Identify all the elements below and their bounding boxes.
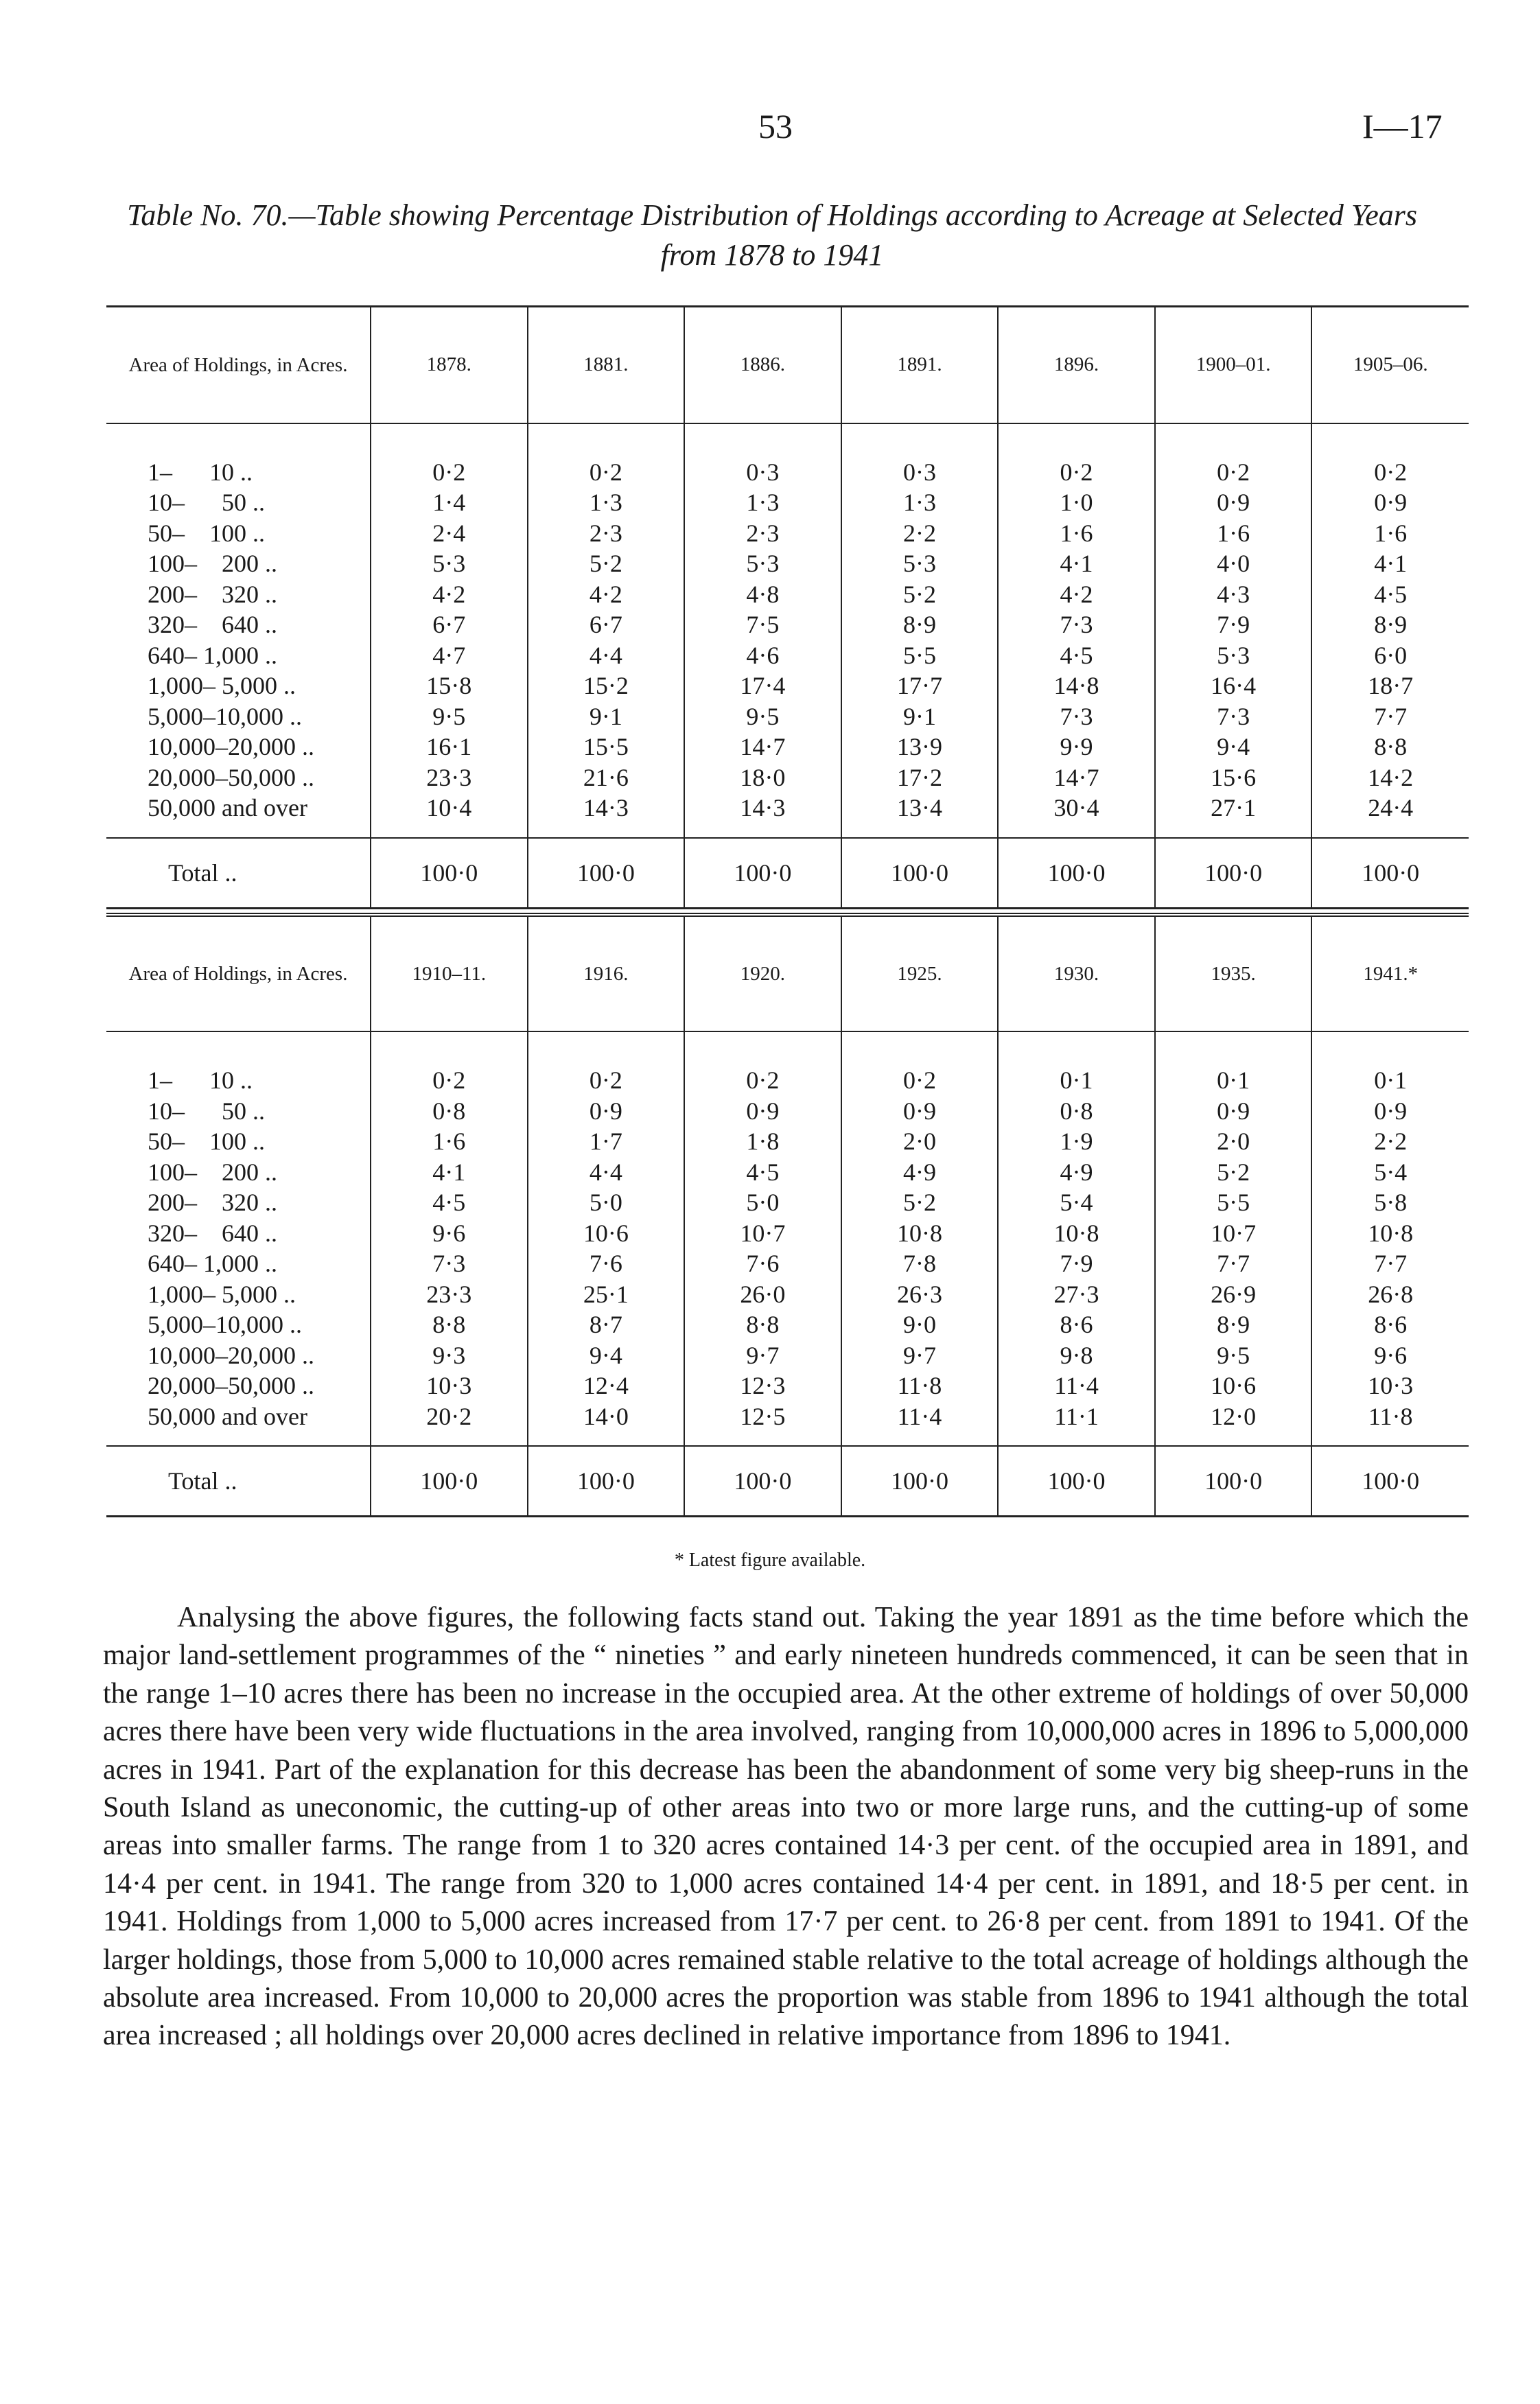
percentage-cell: 8·8 <box>371 1309 528 1340</box>
percentage-cell: 10·7 <box>1155 1218 1312 1249</box>
percentage-cell: 4·5 <box>998 640 1155 671</box>
percentage-cell: 9·9 <box>998 732 1155 762</box>
percentage-cell: 4·1 <box>371 1157 528 1188</box>
percentage-cell: 7·9 <box>998 1248 1155 1279</box>
year-header: 1941.* <box>1311 915 1469 1031</box>
area-range-label: 1– 10 .. <box>148 1066 253 1094</box>
total-cell: 100·0 <box>998 838 1155 909</box>
percentage-cell: 8·7 <box>528 1309 685 1340</box>
area-range-label: 200– 320 .. <box>148 1189 277 1216</box>
percentage-cell: 6·7 <box>371 609 528 640</box>
percentage-cell: 7·3 <box>1155 701 1312 732</box>
percentage-cell: 7·3 <box>998 701 1155 732</box>
percentage-cell: 9·5 <box>1155 1340 1312 1371</box>
percentage-cell: 9·7 <box>684 1340 841 1371</box>
percentage-cell: 9·7 <box>841 1340 999 1371</box>
percentage-cell: 14·3 <box>684 793 841 838</box>
percentage-cell: 14·7 <box>998 762 1155 793</box>
percentage-cell: 1·8 <box>684 1126 841 1157</box>
percentage-cell: 5·3 <box>1155 640 1312 671</box>
table-row <box>106 1126 1469 1157</box>
percentage-cell: 27·3 <box>998 1279 1155 1310</box>
percentage-cell: 4·8 <box>684 579 841 610</box>
percentage-cell: 11·8 <box>841 1370 999 1401</box>
percentage-cell: 4·2 <box>371 579 528 610</box>
percentage-cell: 0·3 <box>684 423 841 488</box>
total-row <box>106 838 1469 909</box>
total-cell: 100·0 <box>841 1446 999 1517</box>
percentage-cell: 12·3 <box>684 1370 841 1401</box>
area-range-label: 200– 320 .. <box>148 580 277 608</box>
percentage-cell: 0·8 <box>371 1096 528 1127</box>
percentage-cell: 7·8 <box>841 1248 999 1279</box>
percentage-cell: 10·7 <box>684 1218 841 1249</box>
area-range-label: 320– 640 .. <box>148 611 277 638</box>
area-range-label: 5,000–10,000 .. <box>148 702 302 730</box>
area-range-label: 10– 50 .. <box>148 489 265 516</box>
table-header-row <box>106 307 1469 423</box>
area-range-label: 50,000 and over <box>148 794 307 821</box>
percentage-cell: 5·3 <box>841 548 999 579</box>
table-row <box>106 1218 1469 1249</box>
table-row <box>106 518 1469 549</box>
area-range-label: 100– 200 .. <box>148 550 277 577</box>
percentage-cell: 11·4 <box>998 1370 1155 1401</box>
analysis-paragraph-block <box>103 1599 1469 2055</box>
percentage-cell: 30·4 <box>998 793 1155 838</box>
page-reference: I—17 <box>1362 107 1443 145</box>
percentage-cell: 8·6 <box>998 1309 1155 1340</box>
percentage-cell: 5·3 <box>684 548 841 579</box>
area-range-label: 640– 1,000 .. <box>148 1250 277 1277</box>
total-row <box>106 1446 1469 1517</box>
percentage-cell: 5·0 <box>684 1187 841 1218</box>
area-range-label: 1,000– 5,000 .. <box>148 1280 296 1308</box>
year-header: 1886. <box>684 307 841 423</box>
percentage-cell: 5·2 <box>841 1187 999 1218</box>
percentage-cell: 9·8 <box>998 1340 1155 1371</box>
area-range-label: 20,000–50,000 .. <box>148 1372 314 1399</box>
percentage-cell: 5·2 <box>528 548 685 579</box>
percentage-cell: 10·6 <box>528 1218 685 1249</box>
total-cell: 100·0 <box>1155 1446 1312 1517</box>
percentage-cell: 0·2 <box>1311 423 1469 488</box>
percentage-cell: 9·1 <box>841 701 999 732</box>
percentage-cell: 14·0 <box>528 1401 685 1447</box>
table-row <box>106 609 1469 640</box>
percentage-cell: 1·6 <box>1311 518 1469 549</box>
percentage-cell: 7·6 <box>528 1248 685 1279</box>
table-row <box>106 1309 1469 1340</box>
total-cell: 100·0 <box>371 838 528 909</box>
area-range-label: 5,000–10,000 .. <box>148 1311 302 1338</box>
percentage-cell: 13·4 <box>841 793 999 838</box>
percentage-cell: 4·2 <box>528 579 685 610</box>
total-cell: 100·0 <box>684 838 841 909</box>
percentage-cell: 8·9 <box>1155 1309 1312 1340</box>
percentage-cell: 1·6 <box>371 1126 528 1157</box>
table-row <box>106 1157 1469 1188</box>
percentage-cell: 0·9 <box>1311 1096 1469 1127</box>
percentage-cell: 15·2 <box>528 670 685 701</box>
percentage-cell: 1·0 <box>998 487 1155 518</box>
percentage-cell: 0·9 <box>1155 487 1312 518</box>
percentage-cell: 2·2 <box>1311 1126 1469 1157</box>
percentage-cell: 15·6 <box>1155 762 1312 793</box>
percentage-cell: 5·4 <box>1311 1157 1469 1188</box>
percentage-cell: 7·6 <box>684 1248 841 1279</box>
percentage-cell: 5·8 <box>1311 1187 1469 1218</box>
percentage-cell: 0·1 <box>998 1031 1155 1096</box>
percentage-cell: 7·5 <box>684 609 841 640</box>
percentage-cell: 14·7 <box>684 732 841 762</box>
percentage-cell: 7·7 <box>1311 701 1469 732</box>
percentage-cell: 11·4 <box>841 1401 999 1447</box>
area-range-label: 100– 200 .. <box>148 1158 277 1186</box>
percentage-cell: 15·5 <box>528 732 685 762</box>
table-row <box>106 1401 1469 1447</box>
table-footnote: * Latest figure available. <box>674 1550 866 1571</box>
percentage-cell: 0·9 <box>841 1096 999 1127</box>
table-row <box>106 640 1469 671</box>
percentage-cell: 9·6 <box>371 1218 528 1249</box>
percentage-cell: 20·2 <box>371 1401 528 1447</box>
table-row <box>106 1279 1469 1310</box>
percentage-cell: 4·4 <box>528 1157 685 1188</box>
total-cell: 100·0 <box>841 838 999 909</box>
table-row <box>106 1340 1469 1371</box>
percentage-cell: 1·3 <box>841 487 999 518</box>
percentage-cell: 16·1 <box>371 732 528 762</box>
percentage-cell: 0·2 <box>998 423 1155 488</box>
percentage-cell: 0·2 <box>1155 423 1312 488</box>
percentage-cell: 1·6 <box>1155 518 1312 549</box>
percentage-cell: 1·6 <box>998 518 1155 549</box>
area-range-label: 1,000– 5,000 .. <box>148 672 296 699</box>
percentage-cell: 0·9 <box>1155 1096 1312 1127</box>
percentage-cell: 4·5 <box>684 1157 841 1188</box>
percentage-cell: 4·1 <box>1311 548 1469 579</box>
percentage-cell: 0·2 <box>684 1031 841 1096</box>
total-label: Total .. <box>106 1446 371 1517</box>
percentage-cell: 10·3 <box>371 1370 528 1401</box>
percentage-cell: 7·3 <box>998 609 1155 640</box>
percentage-cell: 8·9 <box>841 609 999 640</box>
percentage-cell: 4·9 <box>998 1157 1155 1188</box>
percentage-cell: 4·2 <box>998 579 1155 610</box>
percentage-cell: 1·3 <box>684 487 841 518</box>
percentage-cell: 0·2 <box>841 1031 999 1096</box>
percentage-cell: 12·0 <box>1155 1401 1312 1447</box>
area-range-label: 640– 1,000 .. <box>148 641 277 669</box>
percentage-cell: 27·1 <box>1155 793 1312 838</box>
year-header: 1881. <box>528 307 685 423</box>
percentage-cell: 26·9 <box>1155 1279 1312 1310</box>
table-row <box>106 762 1469 793</box>
table-header-row <box>106 915 1469 1031</box>
percentage-cell: 0·2 <box>528 423 685 488</box>
percentage-cell: 1·4 <box>371 487 528 518</box>
percentage-cell: 14·2 <box>1311 762 1469 793</box>
percentage-cell: 9·0 <box>841 1309 999 1340</box>
percentage-cell: 5·5 <box>841 640 999 671</box>
table-row <box>106 1370 1469 1401</box>
area-range-label: 10,000–20,000 .. <box>148 1341 314 1369</box>
percentage-cell: 23·3 <box>371 1279 528 1310</box>
table-row <box>106 1248 1469 1279</box>
percentage-cell: 11·1 <box>998 1401 1155 1447</box>
percentage-cell: 17·7 <box>841 670 999 701</box>
year-header: 1920. <box>684 915 841 1031</box>
year-header: 1910–11. <box>371 915 528 1031</box>
percentage-cell: 4·7 <box>371 640 528 671</box>
area-column-header: Area of Holdings, in Acres. <box>106 915 371 1031</box>
percentage-cell: 7·3 <box>371 1248 528 1279</box>
percentage-cell: 5·5 <box>1155 1187 1312 1218</box>
percentage-cell: 0·2 <box>371 1031 528 1096</box>
year-header: 1891. <box>841 307 999 423</box>
percentage-cell: 21·6 <box>528 762 685 793</box>
percentage-cell: 0·2 <box>528 1031 685 1096</box>
percentage-cell: 4·5 <box>1311 579 1469 610</box>
percentage-cell: 4·1 <box>998 548 1155 579</box>
percentage-cell: 4·6 <box>684 640 841 671</box>
percentage-cell: 4·4 <box>528 640 685 671</box>
percentage-cell: 8·8 <box>1311 732 1469 762</box>
percentage-cell: 8·9 <box>1311 609 1469 640</box>
percentage-cell: 2·4 <box>371 518 528 549</box>
percentage-cell: 18·7 <box>1311 670 1469 701</box>
percentage-cell: 1·9 <box>998 1126 1155 1157</box>
percentage-cell: 7·9 <box>1155 609 1312 640</box>
percentage-cell: 11·8 <box>1311 1401 1469 1447</box>
percentage-cell: 17·2 <box>841 762 999 793</box>
table-row <box>106 548 1469 579</box>
percentage-cell: 2·3 <box>684 518 841 549</box>
total-cell: 100·0 <box>1311 1446 1469 1517</box>
percentage-cell: 6·7 <box>528 609 685 640</box>
analysis-paragraph: Analysing the above figures, the following facts stand out. Taking the year 1891 as the time before which the major land-settlement programmes of the “ nineties ” and early nineteen hundreds commenced, it can be seen that in the range 1–10 acres there has been no increase in the occupied area. At the other extreme of holdings of over 50,000 acres there have been very wide fluctuations in the area involved, ranging from 10,000,000 acres in 1896 to 5,000,000 acres in 1941. Part of the explanation for this decrease has been the abandonment of some very big sheep-runs in the South Island as uneconomic, the cutting-up of other areas into two or more large runs, and the cutting-up of some areas into smaller farms. The range from 1 to 320 acres contained 14·3 per cent. of the occupied area in 1891, and 14·4 per cent. in 1941. The range from 320 to 1,000 acres contained 14·4 per cent. in 1891, and 18·5 per cent. in 1941. Holdings from 1,000 to 5,000 acres increased from 17·7 per cent. to 26·8 per cent. from 1891 to 1941. Of the larger holdings, those from 5,000 to 10,000 acres remained stable relative to the total acreage of holdings although the absolute area increased. From 10,000 to 20,000 acres the proportion was stable from 1896 to 1941 although the total area increased ; all holdings over 20,000 acres declined in relative importance from 1896 to 1941. <box>103 1602 1469 2052</box>
percentage-cell: 1·7 <box>528 1126 685 1157</box>
percentage-cell: 25·1 <box>528 1279 685 1310</box>
table-row <box>106 1096 1469 1127</box>
percentage-cell: 9·4 <box>528 1340 685 1371</box>
total-label: Total .. <box>106 838 371 909</box>
percentage-cell: 7·7 <box>1155 1248 1312 1279</box>
percentage-cell: 8·8 <box>684 1309 841 1340</box>
percentage-cell: 12·5 <box>684 1401 841 1447</box>
year-header: 1878. <box>371 307 528 423</box>
page-number: 53 <box>758 107 793 145</box>
percentage-cell: 9·6 <box>1311 1340 1469 1371</box>
percentage-cell: 10·8 <box>841 1218 999 1249</box>
percentage-cell: 16·4 <box>1155 670 1312 701</box>
percentage-cell: 0·8 <box>998 1096 1155 1127</box>
table-row <box>106 487 1469 518</box>
percentage-cell: 5·4 <box>998 1187 1155 1218</box>
year-header: 1916. <box>528 915 685 1031</box>
holdings-table-1878-1906 <box>106 305 1469 909</box>
percentage-cell: 7·7 <box>1311 1248 1469 1279</box>
total-cell: 100·0 <box>684 1446 841 1517</box>
year-header: 1900–01. <box>1155 307 1312 423</box>
percentage-cell: 1·3 <box>528 487 685 518</box>
table-row <box>106 1031 1469 1096</box>
percentage-cell: 9·5 <box>371 701 528 732</box>
percentage-cell: 12·4 <box>528 1370 685 1401</box>
percentage-cell: 26·8 <box>1311 1279 1469 1310</box>
percentage-cell: 2·0 <box>841 1126 999 1157</box>
percentage-cell: 10·6 <box>1155 1370 1312 1401</box>
percentage-cell: 0·9 <box>684 1096 841 1127</box>
percentage-cell: 4·3 <box>1155 579 1312 610</box>
area-range-label: 320– 640 .. <box>148 1219 277 1247</box>
percentage-cell: 5·0 <box>528 1187 685 1218</box>
percentage-cell: 8·6 <box>1311 1309 1469 1340</box>
percentage-cell: 26·0 <box>684 1279 841 1310</box>
year-header: 1935. <box>1155 915 1312 1031</box>
year-header: 1930. <box>998 915 1155 1031</box>
area-range-label: 50,000 and over <box>148 1402 307 1430</box>
area-range-label: 1– 10 .. <box>148 458 253 486</box>
table-row <box>106 579 1469 610</box>
total-cell: 100·0 <box>528 838 685 909</box>
percentage-cell: 4·0 <box>1155 548 1312 579</box>
year-header: 1925. <box>841 915 999 1031</box>
year-header: 1896. <box>998 307 1155 423</box>
table-caption: Table No. 70.—Table showing Percentage Distribution of Holdings according to Acreage at Selected Years from 1878 to 1941 <box>126 198 1418 272</box>
table-row <box>106 1187 1469 1218</box>
percentage-cell: 9·3 <box>371 1340 528 1371</box>
percentage-cell: 10·8 <box>998 1218 1155 1249</box>
percentage-cell: 18·0 <box>684 762 841 793</box>
percentage-cell: 0·1 <box>1155 1031 1312 1096</box>
percentage-cell: 15·8 <box>371 670 528 701</box>
percentage-cell: 2·3 <box>528 518 685 549</box>
year-header: 1905–06. <box>1311 307 1469 423</box>
percentage-cell: 14·3 <box>528 793 685 838</box>
area-range-label: 10– 50 .. <box>148 1097 265 1125</box>
percentage-cell: 10·3 <box>1311 1370 1469 1401</box>
percentage-cell: 24·4 <box>1311 793 1469 838</box>
percentage-cell: 9·1 <box>528 701 685 732</box>
table-row <box>106 670 1469 701</box>
holdings-table-1910-1941 <box>106 913 1469 1517</box>
area-column-header: Area of Holdings, in Acres. <box>106 307 371 423</box>
percentage-cell: 10·8 <box>1311 1218 1469 1249</box>
percentage-cell: 0·9 <box>528 1096 685 1127</box>
percentage-cell: 0·3 <box>841 423 999 488</box>
total-cell: 100·0 <box>1311 838 1469 909</box>
table-row <box>106 793 1469 838</box>
percentage-cell: 5·3 <box>371 548 528 579</box>
percentage-cell: 5·2 <box>841 579 999 610</box>
percentage-cell: 0·9 <box>1311 487 1469 518</box>
percentage-cell: 0·2 <box>371 423 528 488</box>
percentage-cell: 13·9 <box>841 732 999 762</box>
percentage-cell: 4·5 <box>371 1187 528 1218</box>
table-row <box>106 423 1469 488</box>
percentage-cell: 5·2 <box>1155 1157 1312 1188</box>
percentage-cell: 0·1 <box>1311 1031 1469 1096</box>
percentage-cell: 14·8 <box>998 670 1155 701</box>
table-row <box>106 732 1469 762</box>
percentage-cell: 2·0 <box>1155 1126 1312 1157</box>
percentage-cell: 23·3 <box>371 762 528 793</box>
percentage-cell: 17·4 <box>684 670 841 701</box>
table-row <box>106 701 1469 732</box>
total-cell: 100·0 <box>998 1446 1155 1517</box>
area-range-label: 20,000–50,000 .. <box>148 763 314 791</box>
percentage-cell: 10·4 <box>371 793 528 838</box>
area-range-label: 50– 100 .. <box>148 519 265 547</box>
percentage-cell: 9·5 <box>684 701 841 732</box>
total-cell: 100·0 <box>528 1446 685 1517</box>
total-cell: 100·0 <box>371 1446 528 1517</box>
total-cell: 100·0 <box>1155 838 1312 909</box>
area-range-label: 10,000–20,000 .. <box>148 733 314 760</box>
percentage-cell: 6·0 <box>1311 640 1469 671</box>
percentage-cell: 9·4 <box>1155 732 1312 762</box>
area-range-label: 50– 100 .. <box>148 1128 265 1155</box>
percentage-cell: 4·9 <box>841 1157 999 1188</box>
percentage-cell: 26·3 <box>841 1279 999 1310</box>
percentage-cell: 2·2 <box>841 518 999 549</box>
